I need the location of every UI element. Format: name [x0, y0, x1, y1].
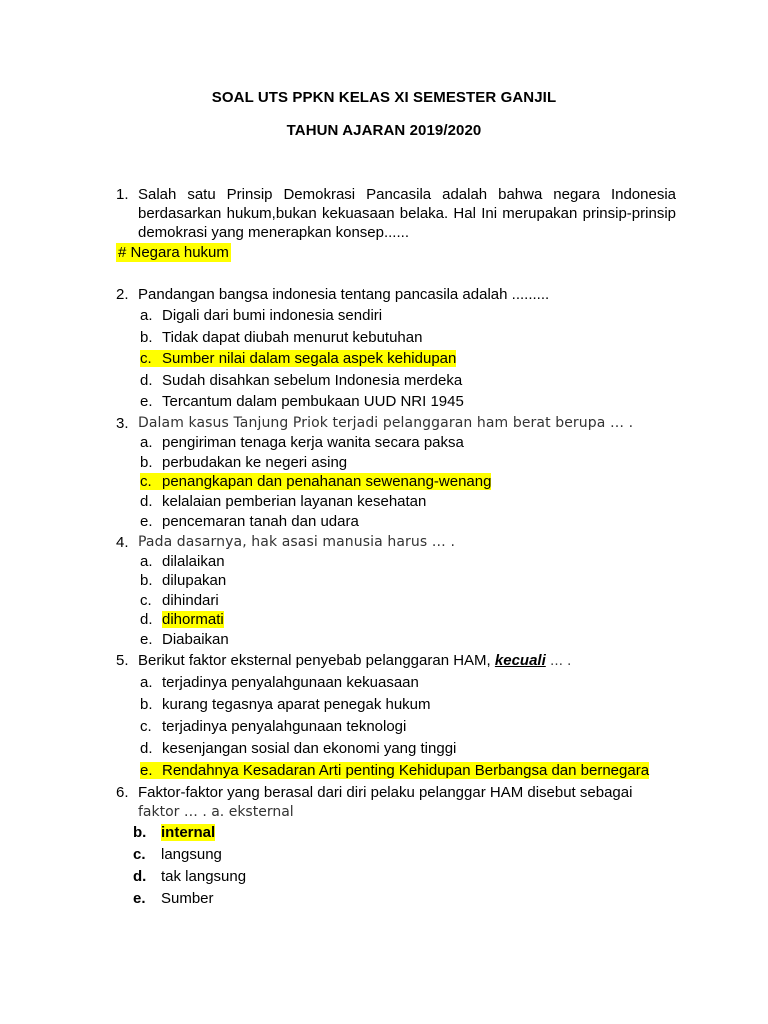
option-item: b. Tidak dapat diubah menurut kebutuhan [140, 329, 423, 346]
question-text: Berikut faktor eksternal penyebab pelanggaran HAM, [138, 652, 491, 669]
option-item: e. pencemaran tanah dan udara [140, 513, 359, 530]
question-text: Dalam kasus Tanjung Priok terjadi pelanggaran ham berat berupa … . [138, 415, 634, 431]
emphasis-word: kecuali [494, 652, 546, 669]
option-item: b. dilupakan [140, 572, 227, 589]
option-item: c. langsung [133, 846, 222, 863]
option-item: a. pengiriman tenaga kerja wanita secara paksa [140, 434, 464, 451]
question-number: 6. [116, 784, 129, 801]
option-item: d. kesenjangan sosial dan ekonomi yang tinggi [140, 740, 457, 757]
question-number: 1. [116, 186, 129, 203]
question-text: Faktor-faktor yang berasal dari diri pelaku pelanggar HAM disebut sebagai [138, 784, 633, 801]
document-title: SOAL UTS PPKN KELAS XI SEMESTER GANJIL [211, 89, 557, 106]
question-2 [116, 285, 676, 304]
document-subtitle: TAHUN AJARAN 2019/2020 [286, 122, 482, 139]
question-number: 3. [116, 415, 129, 432]
option-item: c. dihindari [140, 592, 219, 609]
question-1 [116, 185, 676, 242]
blank-dots: … . [549, 654, 572, 669]
option-item: a. Digali dari bumi indonesia sendiri [140, 307, 383, 324]
option-item: d. tak langsung [133, 868, 247, 885]
option-item: d. kelalaian pemberian layanan kesehatan [140, 493, 427, 510]
question-number: 5. [116, 652, 129, 669]
question-6 [116, 783, 676, 822]
question-number: 2. [116, 286, 129, 303]
option-item-correct: e. Rendahnya Kesadaran Arti penting Kehidupan Berbangsa dan bernegara [140, 762, 650, 779]
option-item: a. terjadinya penyalahgunaan kekuasaan [140, 674, 419, 691]
option-item: b. perbudakan ke negeri asing [140, 454, 348, 471]
option-item-correct: c. penangkapan dan penahanan sewenang-wenang [140, 473, 492, 490]
option-item: c. terjadinya penyalahgunaan teknologi [140, 718, 407, 735]
option-item: b. kurang tegasnya aparat penegak hukum [140, 696, 431, 713]
question-text-continuation: faktor … . a. eksternal [138, 804, 294, 820]
option-item: e. Tercantum dalam pembukaan UUD NRI 1945 [140, 393, 464, 410]
option-item-correct: b. internal [133, 824, 216, 841]
option-item: e. Diabaikan [140, 631, 229, 648]
option-item: a. dilalaikan [140, 553, 225, 570]
question-text: Pada dasarnya, hak asasi manusia harus … . [138, 534, 455, 550]
question-4 [116, 533, 676, 552]
question-5 [116, 651, 676, 671]
option-item-correct: d. dihormati [140, 611, 224, 628]
option-item: e. Sumber [133, 890, 214, 907]
question-number: 4. [116, 534, 129, 551]
option-item: d. Sudah disahkan sebelum Indonesia merdeka [140, 372, 463, 389]
option-item-correct: c. Sumber nilai dalam segala aspek kehidupan [140, 350, 457, 367]
question-text: Salah satu Prinsip Demokrasi Pancasila adalah bahwa negara Indonesia berdasarkan hukum,bukan kekuasaan belaka. Hal Ini merupakan prinsip-prinsip demokrasi yang menerapkan konsep...... [138, 186, 676, 241]
question-text: Pandangan bangsa indonesia tentang pancasila adalah ......... [138, 286, 550, 303]
answer-highlight: # Negara hukum [118, 244, 229, 261]
question-3 [116, 414, 676, 433]
